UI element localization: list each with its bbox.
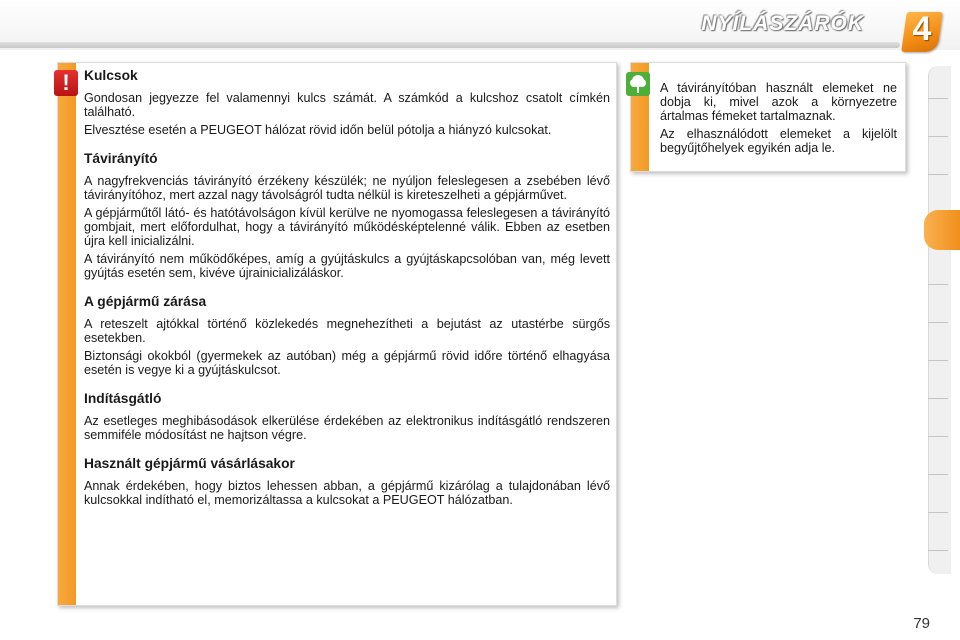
chapter-tab-active[interactable] [924, 210, 960, 250]
paragraph: Az elhasználódott elemeket a kijelölt begyűjtőhelyek egyikén adja le. [660, 127, 897, 155]
chapter-tab-divider [928, 174, 948, 175]
main-panel-body [84, 67, 610, 511]
paragraph: Elvesztése esetén a PEUGEOT hálózat rövid időn belül pótolja a hiányzó kulcsokat. [84, 123, 552, 137]
chapter-tab-divider [928, 398, 948, 399]
paragraph: A reteszelt ajtókkal történő közlekedés megnehezítheti a bejutást az utastérbe sürgős esetekben. [84, 317, 610, 345]
side-panel-body [660, 81, 897, 159]
paragraph: Annak érdekében, hogy biztos lehessen abban, a gépjármű kizárólag a tulajdonában lévő kulcsokkal indítható el, memorizáltassa a kulcsokat a PEUGEOT hálózatban. [84, 479, 610, 507]
main-content-panel [57, 62, 617, 606]
header-stripe [0, 42, 900, 48]
section-heading-hasznalt-gepjarmu: Használt gépjármű vásárlásakor [84, 456, 295, 471]
paragraph: A távirányítóban használt elemeket ne dobja ki, mivel azok a környezetre ártalmas fémeket tartalmaznak. [660, 81, 897, 123]
section-heading-inditasgatlo: Indításgátló [84, 391, 162, 406]
chapter-tab-divider [928, 284, 948, 285]
section-heading-taviranyito: Távirányító [84, 151, 158, 166]
page-number: 79 [913, 615, 930, 632]
paragraph: Gondosan jegyezze fel valamennyi kulcs számát. A számkód a kulcshoz csatolt címkén található. [84, 91, 610, 119]
paragraph: Biztonsági okokból (gyermekek az autóban) még a gépjármű rövid időre történő elhagyása esetén is vegye ki a gyújtáskulcsot. [84, 349, 610, 377]
paragraph: A gépjárműtől látó- és hatótávolságon kívül kerülve ne nyomogassa feleslegesen a távirányító gombjait, mert előfordulhat, hogy a távirányító működésképtelenné válik. Ebben az esetben újra kell inicializálni. [84, 206, 610, 248]
environment-leaf-icon [626, 72, 650, 96]
chapter-tab-divider [928, 322, 948, 323]
environment-note-panel [630, 62, 906, 172]
page-title: NYÍLÁSZÁRÓK [701, 12, 864, 35]
chapter-tab-divider [928, 550, 948, 551]
chapter-number: 4 [912, 10, 932, 48]
chapter-tab-divider [928, 436, 948, 437]
paragraph: A távirányító nem működőképes, amíg a gyújtáskulcs a gyújtáskapcsolóban van, még levett gyújtás esetén sem, kivéve újrainicializáláskor. [84, 252, 610, 280]
main-panel-accent-bar [58, 63, 76, 605]
section-heading-gepjarmu-zarasa: A gépjármű zárása [84, 294, 207, 309]
chapter-tab-divider [928, 360, 948, 361]
chapter-tab-divider [928, 474, 948, 475]
chapter-tab-divider [928, 98, 948, 99]
chapter-tab-divider [928, 512, 948, 513]
warning-exclamation-icon: ! [54, 70, 78, 96]
section-heading-kulcsok: Kulcsok [84, 68, 138, 83]
chapter-tab-divider [928, 136, 948, 137]
chapter-tabs-strip [928, 66, 951, 574]
paragraph: A nagyfrekvenciás távirányító érzékeny készülék; ne nyúljon feleslegesen a zsebében lévő távirányítóhoz, mert azzal nagy távolságról tudta nélkül is kireteszelheti a gépjárművet. [84, 174, 610, 202]
paragraph: Az esetleges meghibásodások elkerülése érdekében az elektronikus indításgátló rendszeren semmiféle módosítást ne hajtson végre. [84, 414, 610, 442]
